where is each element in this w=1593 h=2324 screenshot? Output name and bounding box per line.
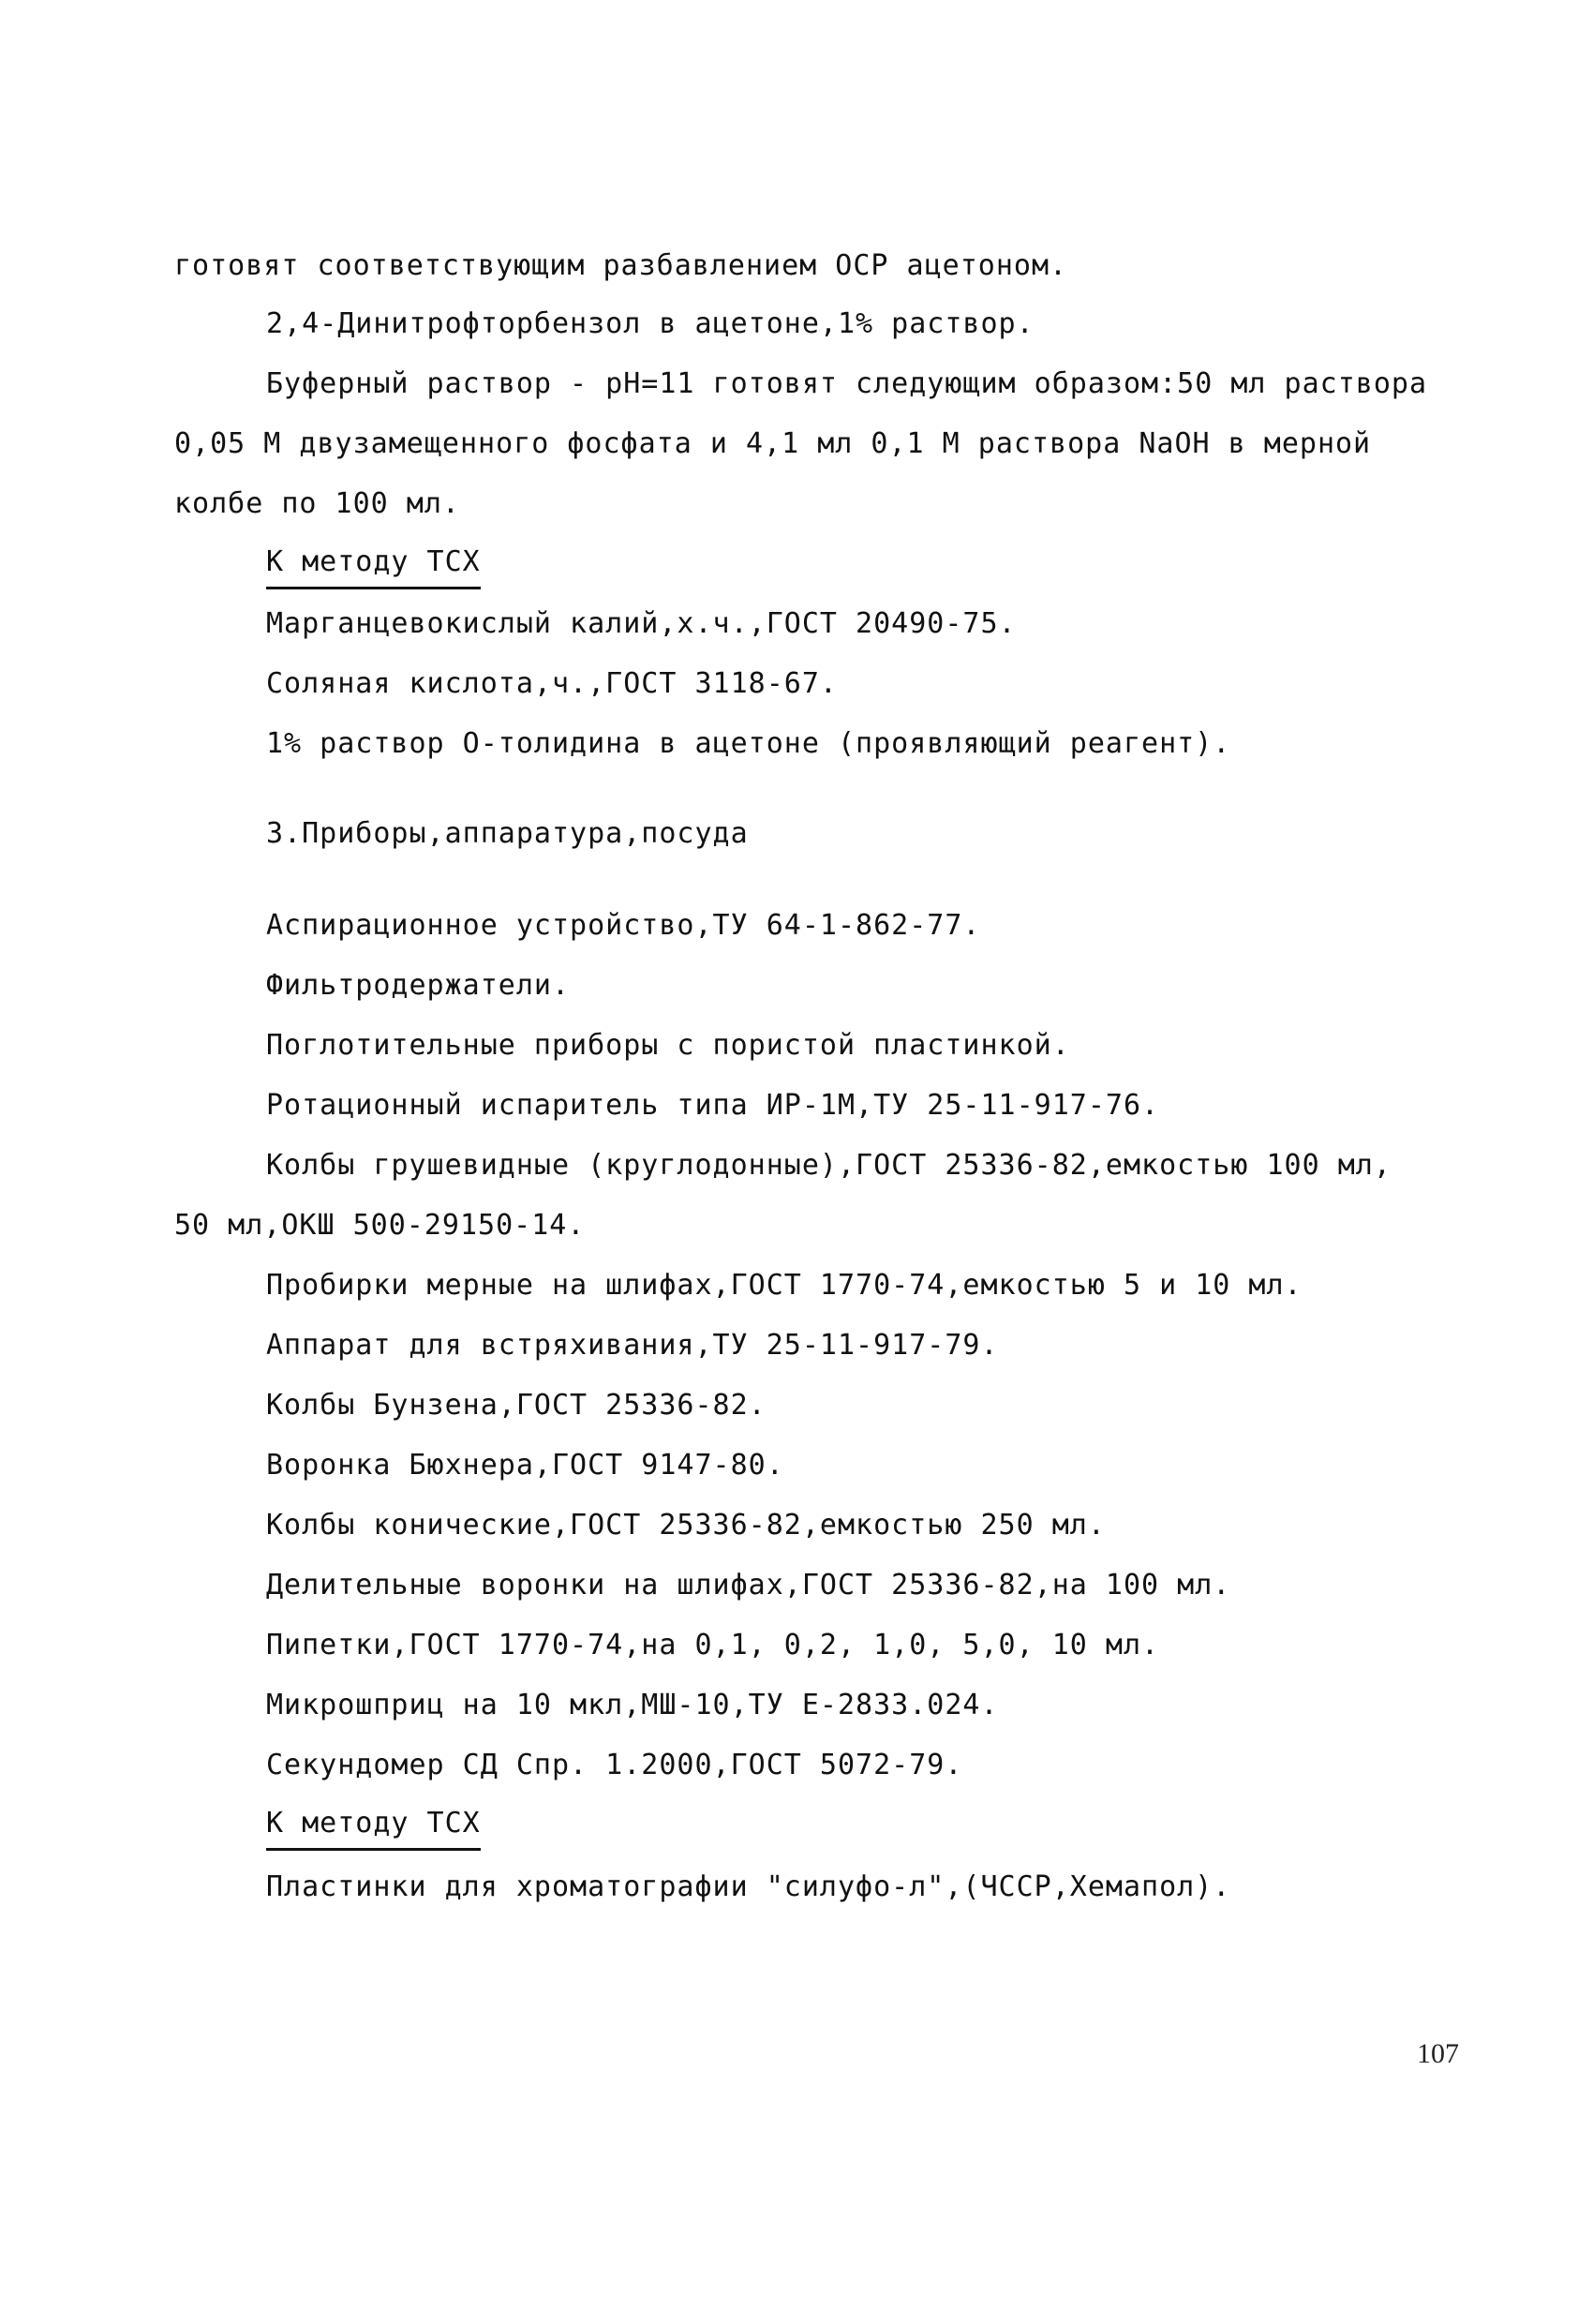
list-item: Поглотительные приборы с пористой пластинкой.	[266, 1029, 1070, 1062]
list-item: Воронка Бюхнера,ГОСТ 9147-80.	[266, 1449, 784, 1482]
list-item: Пипетки,ГОСТ 1770-74,на 0,1, 0,2, 1,0, 5,0, 10 мл.	[266, 1629, 1160, 1661]
list-item: Колбы грушевидные (круглодонные),ГОСТ 25336-82,емкостью 100 мл,	[266, 1149, 1392, 1182]
list-item: Аппарат для встряхивания,ТУ 25-11-917-79.	[266, 1329, 999, 1362]
list-item: Соляная кислота,ч.,ГОСТ 3118-67.	[266, 667, 838, 700]
text-line: 0,05 М двузамещенного фосфата и 4,1 мл 0,1 М раствора NaOH в мерной	[174, 427, 1372, 460]
list-item: Пробирки мерные на шлифах,ГОСТ 1770-74,емкостью 5 и 10 мл.	[266, 1269, 1303, 1302]
text-line: Буферный раствор - pH=11 готовят следующим образом:50 мл раствора	[266, 367, 1427, 400]
section-heading-tlc: К методу ТСХ	[266, 544, 481, 589]
list-item: 50 мл,ОКШ 500-29150-14.	[174, 1209, 586, 1242]
list-item: Секундомер СД Спр. 1.2000,ГОСТ 5072-79.	[266, 1749, 963, 1781]
text-line: готовят соответствующим разбавлением ОСР ацетоном.	[174, 249, 1068, 282]
text-line: колбе по 100 мл.	[174, 487, 460, 520]
list-item: 1% раствор О-толидина в ацетоне (проявляющий реагент).	[266, 727, 1231, 760]
list-item: Фильтродержатели.	[266, 969, 571, 1002]
list-item: Колбы конические,ГОСТ 25336-82,емкостью 250 мл.	[266, 1509, 1106, 1542]
list-item: Ротационный испаритель типа ИР-1М,ТУ 25-11-917-76.	[266, 1089, 1160, 1122]
list-item: Марганцевокислый калий,х.ч.,ГОСТ 20490-75.	[266, 607, 1017, 640]
list-item: Делительные воронки на шлифах,ГОСТ 25336-82,на 100 мл.	[266, 1569, 1231, 1601]
list-item: Пластинки для хроматографии "силуфо-л",(ЧССР,Хемапол).	[266, 1870, 1231, 1903]
section-heading-tlc: К методу ТСХ	[266, 1805, 481, 1851]
section-title: 3.Приборы,аппаратура,посуда	[266, 817, 749, 850]
list-item: Колбы Бунзена,ГОСТ 25336-82.	[266, 1389, 767, 1422]
list-item: Микрошприц на 10 мкл,МШ-10,ТУ Е-2833.024.	[266, 1689, 999, 1721]
text-line: 2,4-Динитрофторбензол в ацетоне,1% раствор.	[266, 307, 1035, 340]
list-item: Аспирационное устройство,ТУ 64-1-862-77.	[266, 909, 981, 942]
page-number: 107	[1417, 2038, 1459, 2069]
